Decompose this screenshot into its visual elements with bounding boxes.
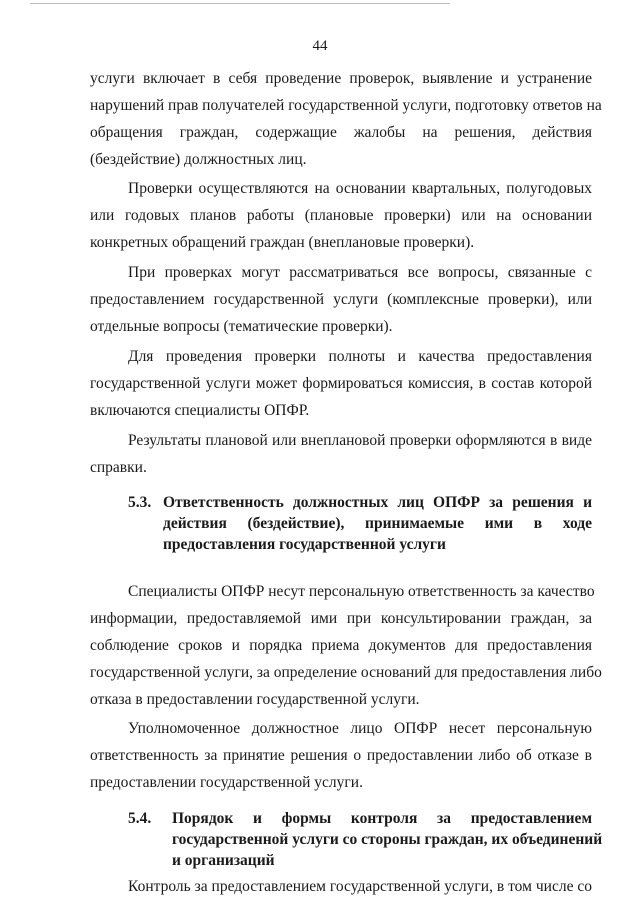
- paragraph-6-line-4: государственной услуги, за определение оснований для предоставления либо: [90, 664, 602, 681]
- paragraph-8-line-1: Контроль за предоставлением государственной услуги, в том числе со: [128, 878, 592, 895]
- paragraph-2-line-3: конкретных обращений граждан (внеплановые проверки).: [90, 234, 475, 251]
- paragraph-3-line-2: предоставлением государственной услуги (комплексные проверки), или: [90, 291, 592, 308]
- paragraph-5-line-2: справки.: [90, 459, 147, 476]
- paragraph-1-line-3: обращения граждан, содержащие жалобы на решения, действия: [90, 124, 592, 141]
- paragraph-3-line-1: При проверках могут рассматриваться все вопросы, связанные с: [128, 264, 592, 281]
- paragraph-1-line-4: (бездействие) должностных лиц.: [90, 151, 307, 168]
- section-5-4-heading-line-3: и организаций: [172, 852, 275, 869]
- paragraph-1-line-2: нарушений прав получателей государственной услуги, подготовку ответов на: [90, 97, 602, 114]
- paragraph-5-line-1: Результаты плановой или внеплановой проверки оформляются в виде: [128, 432, 592, 449]
- section-5-4-heading-line-1: Порядок и формы контроля за предоставлением: [172, 810, 592, 827]
- paragraph-6-line-5: отказа в предоставлении государственной услуги.: [90, 691, 420, 708]
- section-5-3-number: 5.3.: [128, 494, 152, 511]
- paragraph-1-line-1: услуги включает в себя проведение проверок, выявление и устранение: [90, 70, 592, 87]
- paragraph-2-line-2: или годовых планов работы (плановые проверки) или на основании: [90, 207, 592, 224]
- paragraph-2-line-1: Проверки осуществляются на основании квартальных, полугодовых: [128, 180, 592, 197]
- paragraph-6-line-2: информации, предоставляемой ими при консультировании граждан, за: [90, 610, 592, 627]
- paragraph-4-line-2: государственной услуги может формироваться комиссия, в состав которой: [90, 375, 592, 392]
- paragraph-7-line-1: Уполномоченное должностное лицо ОПФР несет персональную: [128, 720, 592, 737]
- section-5-3-heading-line-1: Ответственность должностных лиц ОПФР за решения и: [163, 494, 592, 511]
- paragraph-7-line-2: ответственность за принятие решения о предоставлении либо об отказе в: [90, 747, 592, 764]
- page-number: 44: [312, 38, 328, 54]
- section-5-4-heading-line-2: государственной услуги со стороны граждан, их объединений: [172, 831, 603, 848]
- paragraph-4-line-3: включаются специалисты ОПФР.: [90, 402, 310, 419]
- section-5-3-heading-line-2: действия (бездействие), принимаемые ими в ходе: [163, 515, 592, 532]
- paragraph-7-line-3: предоставлении государственной услуги.: [90, 774, 363, 791]
- paragraph-3-line-3: отдельные вопросы (тематические проверки).: [90, 318, 393, 335]
- paragraph-6-line-1: Специалисты ОПФР несут персональную ответственность за качество: [128, 583, 595, 600]
- paragraph-4-line-1: Для проведения проверки полноты и качества предоставления: [128, 348, 592, 365]
- section-5-3-heading-line-3: предоставления государственной услуги: [163, 536, 446, 553]
- paragraph-6-line-3: соблюдение сроков и порядка приема документов для предоставления: [90, 637, 592, 654]
- section-5-4-number: 5.4.: [128, 810, 152, 827]
- scan-edge-line: [30, 3, 450, 4]
